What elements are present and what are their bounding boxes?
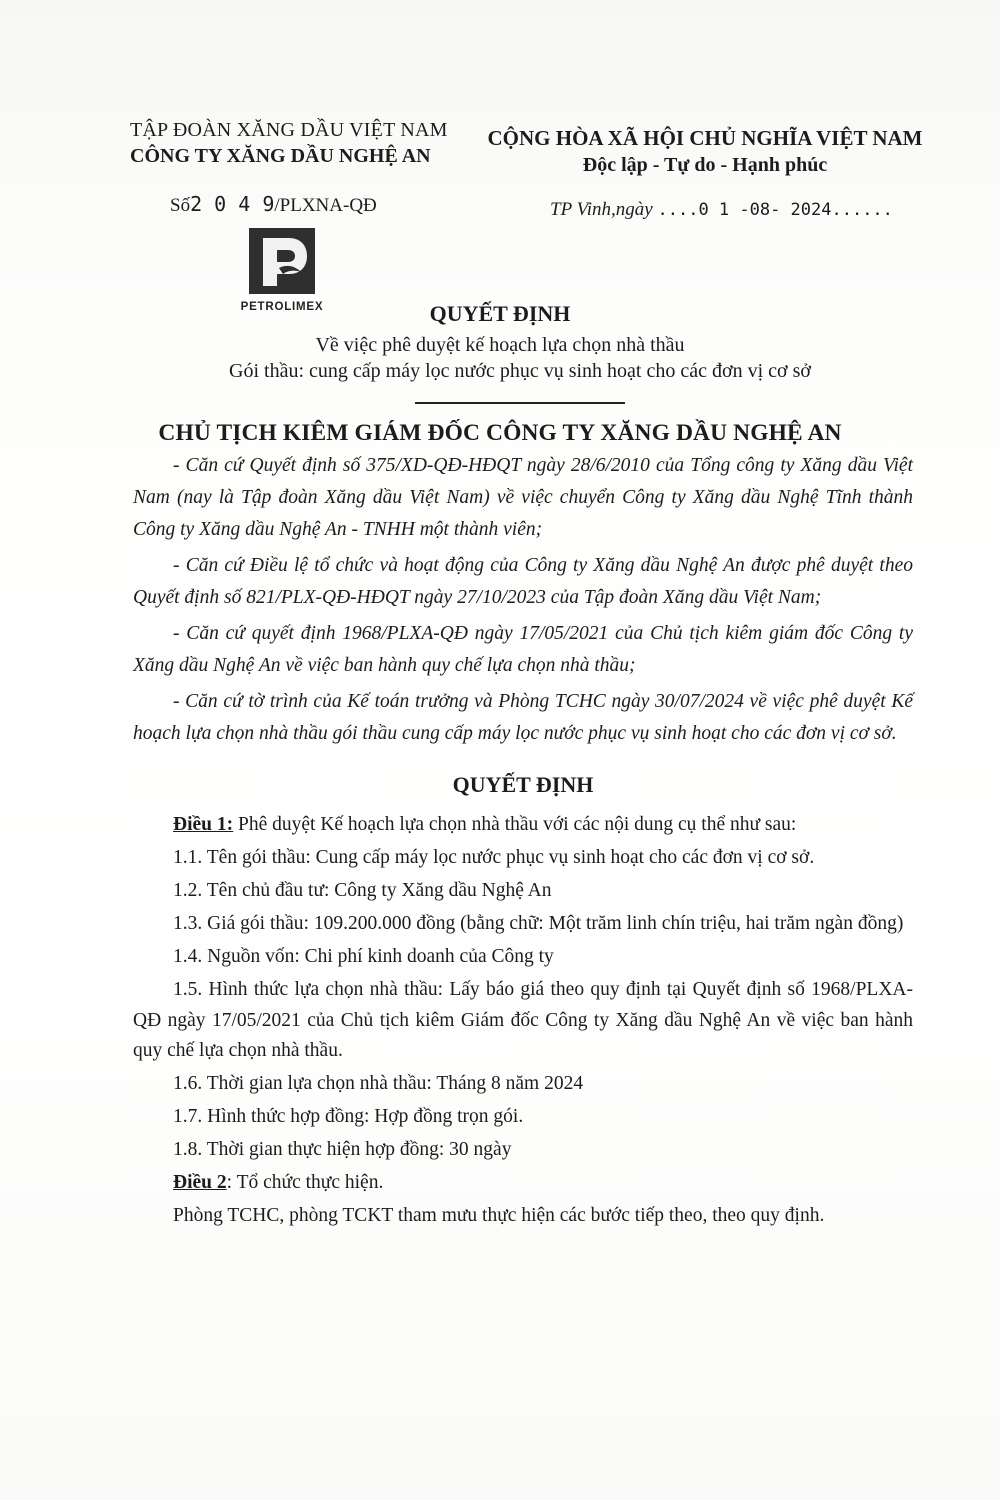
- place-date: [550, 199, 893, 221]
- legal-basis-item: - Căn cứ Quyết định số 375/XD-QĐ-HĐQT ngày 28/6/2010 của Tổng công ty Xăng dầu Việt Nam (nay là Tập đoàn Xăng dầu Việt Nam) về việc chuyển Công ty Xăng dầu Nghệ Tĩnh thành Công ty Xăng dầu Nghệ An - TNHH một thành viên;: [133, 455, 913, 540]
- article-1-item: 1.7. Hình thức hợp đồng: Hợp đồng trọn gói.: [173, 1106, 524, 1127]
- legal-basis-item: - Căn cứ quyết định 1968/PLXA-QĐ ngày 17/05/2021 của Chủ tịch kiêm giám đốc Công ty Xăng dầu Nghệ An về việc ban hành quy chế lựa chọn nhà thầu;: [133, 623, 913, 676]
- company-name: CÔNG TY XĂNG DẦU NGHỆ AN: [130, 145, 431, 167]
- doc-number-suffix: /PLXNA-QĐ: [274, 195, 377, 216]
- article-1-intro: [133, 810, 913, 841]
- national-heading: [485, 124, 925, 178]
- document-body: [133, 450, 913, 1232]
- article-1-item: 1.5. Hình thức lựa chọn nhà thầu: Lấy báo giá theo quy định tại Quyết định số 1968/PLXA-QĐ ngày 17/05/2021 của Chủ tịch kiêm Giám đốc Công ty Xăng dầu Nghệ An về việc ban hành quy chế lựa chọn nhà thầu.: [133, 979, 913, 1061]
- date-prefix: TP Vinh,ngày: [550, 199, 653, 220]
- decision-subject: Về việc phê duyệt kế hoạch lựa chọn nhà thầu: [315, 334, 685, 356]
- article-1-item: 1.3. Giá gói thầu: 109.200.000 đồng (bằng chữ: Một trăm linh chín triệu, hai trăm ngàn đồng): [173, 913, 904, 934]
- article-1-item: 1.1. Tên gói thầu: Cung cấp máy lọc nước phục vụ sinh hoạt cho các đơn vị cơ sở.: [173, 847, 815, 868]
- doc-number-handwritten: 2 0 4 9: [190, 192, 275, 216]
- doc-number-prefix: Số: [170, 195, 191, 216]
- article-1-item: 1.2. Tên chủ đầu tư: Công ty Xăng dầu Nghệ An: [173, 880, 552, 901]
- legal-basis-item: - Căn cứ Điều lệ tổ chức và hoạt động của Công ty Xăng dầu Nghệ An được phê duyệt theo Quyết định số 821/PLX-QĐ-HĐQT ngày 27/10/2023 của Tập đoàn Xăng dầu Việt Nam;: [133, 555, 913, 608]
- legal-basis-item: - Căn cứ tờ trình của Kế toán trưởng và Phòng TCHC ngày 30/07/2024 về việc phê duyệt Kế hoạch lựa chọn nhà thầu gói thầu cung cấp máy lọc nước phục vụ sinh hoạt cho các đơn vị cơ sở.: [133, 691, 913, 744]
- document-number: [170, 192, 377, 217]
- article-1-item: 1.6. Thời gian lựa chọn nhà thầu: Tháng 8 năm 2024: [173, 1073, 584, 1094]
- nation-name: CỘNG HÒA XÃ HỘI CHỦ NGHĨA VIỆT NAM: [487, 126, 923, 150]
- articles: [133, 810, 913, 1232]
- decision-title: QUYẾT ĐỊNH: [429, 301, 571, 326]
- petrolimex-logo-icon: [249, 228, 315, 294]
- issuer-block: [130, 117, 448, 169]
- article-2-heading: Điều 2: [173, 1172, 227, 1193]
- logo-text: PETROLIMEX: [240, 301, 324, 313]
- parent-organization: TẬP ĐOÀN XĂNG DẦU VIỆT NAM: [130, 119, 448, 141]
- decision-package: Gói thầu: cung cấp máy lọc nước phục vụ sinh hoạt cho các đơn vị cơ sở: [229, 360, 811, 382]
- article-1-item: 1.8. Thời gian thực hiện hợp đồng: 30 ngày: [173, 1139, 512, 1160]
- national-motto: Độc lập - Tự do - Hạnh phúc: [582, 154, 828, 176]
- article-2-text: Phòng TCHC, phòng TCKT tham mưu thực hiện các bước tiếp theo, theo quy định.: [173, 1205, 825, 1226]
- legal-bases: [133, 450, 913, 750]
- article-1-intro-text: Phê duyệt Kế hoạch lựa chọn nhà thầu với các nội dung cụ thể như sau:: [233, 814, 797, 835]
- issuing-authority: CHỦ TỊCH KIÊM GIÁM ĐỐC CÔNG TY XĂNG DẦU NGHỆ AN: [158, 420, 842, 446]
- article-1-heading: Điều 1:: [173, 814, 234, 835]
- title-divider: [415, 402, 625, 404]
- decides-title: QUYẾT ĐỊNH: [452, 772, 594, 797]
- article-1-item: 1.4. Nguồn vốn: Chi phí kinh doanh của Công ty: [173, 946, 554, 967]
- article-2-intro-text: : Tổ chức thực hiện.: [226, 1172, 384, 1193]
- article-2-intro: [133, 1168, 913, 1199]
- date-value: ....0 1 -08- 2024......: [657, 200, 893, 220]
